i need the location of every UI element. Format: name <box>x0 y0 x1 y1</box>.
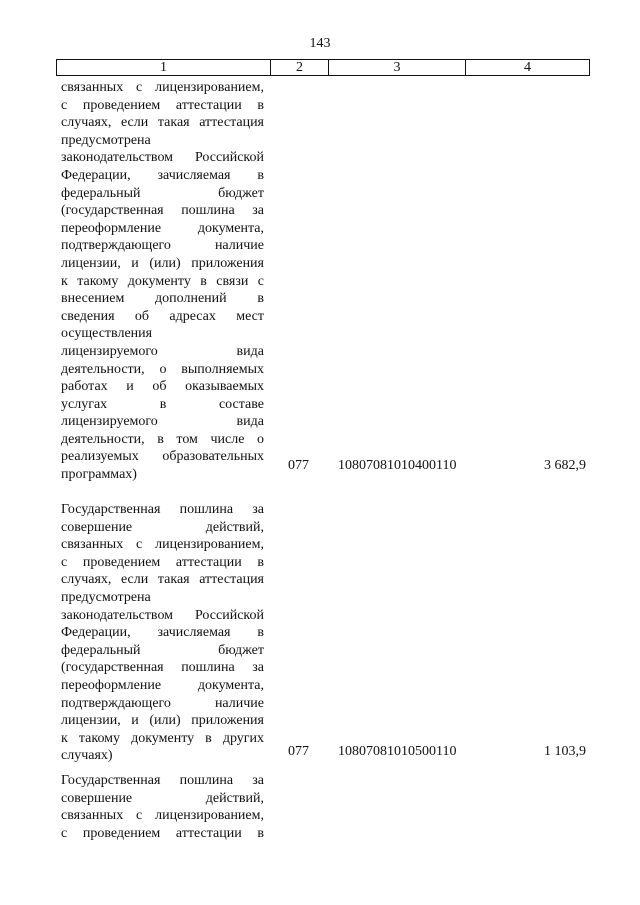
description-line: случаях, если такая аттестация <box>61 572 264 588</box>
description-line: Федерации, зачисляемая в <box>61 625 264 641</box>
header-col-1: 1 <box>57 60 271 75</box>
description-line: совершение действий, <box>61 519 264 535</box>
description-line: Государственная пошлина за <box>61 773 264 788</box>
description-line: сведения об адресах мест <box>61 308 264 324</box>
page-number: 143 <box>309 36 331 51</box>
row-description <box>61 501 264 765</box>
description-line: законодательством Российской <box>61 607 264 623</box>
description-line: к такому документу в связи с <box>61 273 264 289</box>
description-line: случаях, если такая аттестация <box>61 115 264 131</box>
description-line: с проведением аттестации в <box>61 97 264 113</box>
description-line: Государственная пошлина за <box>61 502 264 517</box>
description-line: реализуемых образовательных <box>61 449 264 465</box>
description-line: законодательством Российской <box>61 150 264 166</box>
description-line: связанных с лицензированием, <box>61 80 264 95</box>
description-line: к такому документу в других <box>61 730 264 746</box>
description-line: предусмотрена <box>61 589 151 605</box>
description-line: лицензируемого вида <box>61 343 264 359</box>
description-line: федеральный бюджет <box>61 642 264 658</box>
description-line: (государственная пошлина за <box>61 660 264 676</box>
header-col-3: 3 <box>329 60 466 75</box>
description-line: осуществления <box>61 326 153 342</box>
description-line: подтверждающего наличие <box>61 238 264 254</box>
row-code: 077 <box>288 744 309 759</box>
description-line: совершение действий, <box>61 790 264 806</box>
description-line: внесением дополнений в <box>61 291 264 307</box>
description-line: переоформление документа, <box>61 677 264 693</box>
header-col-4: 4 <box>524 60 531 75</box>
description-line: переоформление документа, <box>61 220 264 236</box>
description-line: с проведением аттестации в <box>61 825 264 841</box>
description-line: федеральный бюджет <box>61 185 264 201</box>
description-line: предусмотрена <box>61 132 151 148</box>
description-line: связанных с лицензированием, <box>61 808 264 824</box>
header-col-2: 2 <box>271 60 329 75</box>
row-kbk: 10807081010400110 <box>338 458 457 473</box>
row-description <box>61 79 264 484</box>
table-header <box>56 59 590 76</box>
description-line: связанных с лицензированием, <box>61 537 264 553</box>
row-code: 077 <box>288 458 309 473</box>
description-line: случаях) <box>61 748 113 764</box>
row-kbk: 10807081010500110 <box>338 744 457 759</box>
description-line: программах) <box>61 467 137 483</box>
description-line: лицензии, и (или) приложения <box>61 713 264 729</box>
description-line: работах и об оказываемых <box>61 379 264 395</box>
description-line: деятельности, о выполняемых <box>61 361 264 377</box>
row-sum: 3 682,9 <box>544 458 586 473</box>
row-description <box>61 772 264 842</box>
description-line: лицензируемого вида <box>61 414 264 430</box>
description-line: с проведением аттестации в <box>61 554 264 570</box>
description-line: деятельности, в том числе о <box>61 431 264 447</box>
row-sum: 1 103,9 <box>544 744 586 759</box>
description-line: подтверждающего наличие <box>61 695 264 711</box>
description-line: услугах в составе <box>61 396 264 412</box>
description-line: Федерации, зачисляемая в <box>61 167 264 183</box>
description-line: лицензии, и (или) приложения <box>61 255 264 271</box>
description-line: (государственная пошлина за <box>61 203 264 219</box>
